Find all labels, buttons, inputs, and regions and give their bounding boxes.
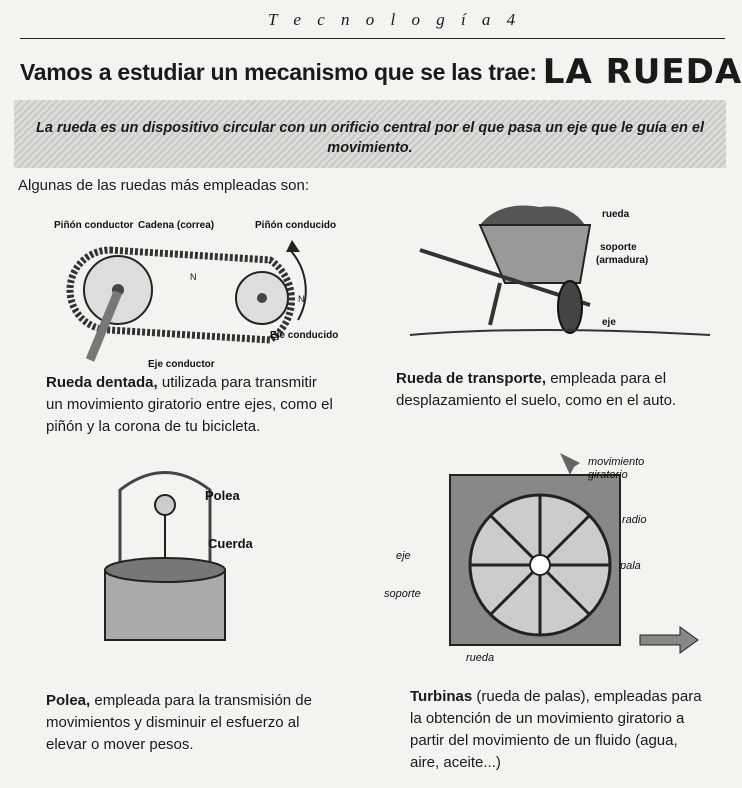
caption-rueda-transporte-desc: empleada para el desplazamiento el suelo, como en el auto. — [396, 370, 677, 409]
label-eje-conductor: Eje conductor — [148, 359, 215, 370]
header-title: T e c n o l o g í a 4 — [268, 10, 522, 29]
caption-rueda-dentada — [46, 372, 336, 438]
headline-highlight: LA RUEDA — [542, 52, 742, 92]
label-pinon-conductor: Piñón conductor — [54, 220, 134, 231]
caption-polea-name: Polea, — [46, 692, 91, 709]
page-header — [0, 6, 741, 36]
label-soporte-turbina: soporte — [384, 588, 421, 600]
label-eje-turbina: eje — [396, 550, 411, 562]
caption-rueda-transporte-name: Rueda de transporte, — [396, 370, 547, 387]
label-rueda-turbina: rueda — [466, 652, 495, 664]
caption-rueda-dentada-desc: utilizada para transmitir un movimiento giratorio entre ejes, como el piñón y la corona de tu bicicleta. — [46, 374, 333, 435]
caption-polea-desc: empleada para la transmisión de movimientos y disminuir el esfuerzo al elevar o mover pesos. — [46, 692, 312, 753]
caption-turbinas-desc: (rueda de palas), empleadas para la obtención de un movimiento giratorio a partir del movimiento de un fluido (agua, aire, aceite...) — [410, 688, 702, 771]
label-eje-conducido: Eje conducido — [270, 330, 339, 341]
intro-text: Algunas de las ruedas más empleadas son: — [18, 177, 310, 194]
caption-turbinas — [410, 686, 710, 774]
definition-text: La rueda es un dispositivo circular con un orificio central por el que pasa un eje que le guía en el movimiento. — [36, 120, 704, 156]
label-rueda-transporte: rueda — [602, 209, 630, 220]
label-soporte: soporte — [600, 242, 637, 253]
sprocket-chain-illustration — [40, 210, 339, 370]
pulley-well-illustration — [90, 450, 290, 650]
wheelbarrow-illustration — [410, 195, 730, 360]
caption-rueda-transporte — [396, 368, 716, 412]
caption-polea — [46, 690, 336, 756]
headline-text: Vamos a estudiar un mecanismo que se las trae: — [20, 59, 537, 85]
label-giratorio: giratorio — [588, 469, 628, 481]
label-n1: N — [190, 272, 197, 282]
turbine-illustration — [380, 445, 710, 670]
label-cuerda: Cuerda — [208, 536, 253, 551]
label-cadena: Cadena (correa) — [138, 220, 215, 231]
label-armadura: (armadura) — [596, 255, 649, 266]
label-n2: N — [298, 294, 305, 304]
label-movimiento: movimiento — [588, 456, 645, 468]
caption-turbinas-name: Turbinas — [410, 688, 473, 705]
headline — [20, 52, 742, 92]
header-rule — [20, 38, 725, 39]
label-pala: pala — [620, 560, 641, 572]
label-pinon-conducido: Piñón conducido — [255, 220, 337, 231]
label-eje-transporte: eje — [602, 317, 616, 328]
label-radio: radio — [622, 514, 647, 526]
definition-banner — [14, 100, 726, 168]
caption-rueda-dentada-name: Rueda dentada, — [46, 374, 158, 391]
label-polea: Polea — [205, 488, 240, 503]
